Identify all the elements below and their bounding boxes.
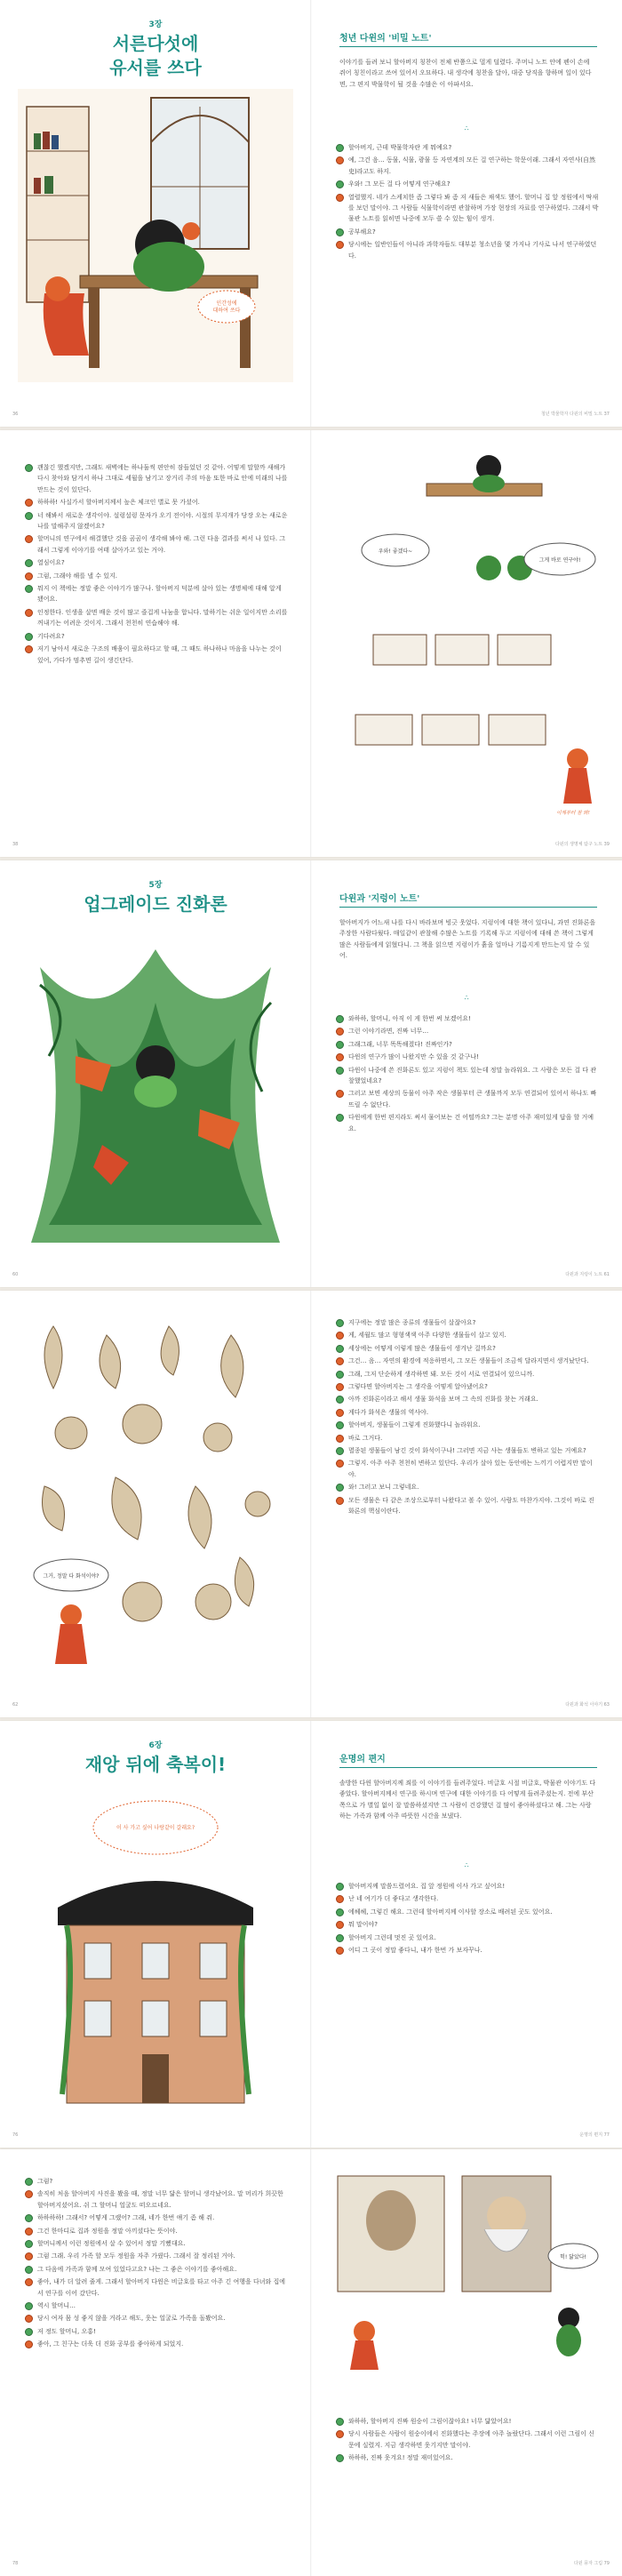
- dialog-line: [25, 2251, 288, 2261]
- chapter-title: [0, 32, 311, 80]
- spread-5: [0, 1721, 622, 2148]
- girl-icon: [25, 2315, 33, 2323]
- dialog-line: [336, 155, 599, 177]
- grandfather-icon: [336, 228, 344, 236]
- dialog-line: [336, 1881, 599, 1892]
- grandfather-icon: [25, 585, 33, 593]
- dialog-text: 어디 그 곳이 정말 좋다니, 내가 한번 가 보자꾸나.: [348, 1947, 482, 1955]
- grandfather-icon: [336, 1447, 344, 1455]
- dialog-line: [336, 1420, 599, 1430]
- dialog-block: [336, 1317, 599, 1519]
- lecture-comic-illustration: [320, 448, 613, 821]
- bubble-text: 그거, 정말 다 화석이야?: [43, 1573, 100, 1580]
- spread-2: [0, 430, 622, 857]
- girl-icon: [336, 241, 344, 249]
- dialog-line: [336, 1893, 599, 1904]
- dialog-line: [25, 2188, 288, 2211]
- dialog-line: [25, 2226, 288, 2236]
- chapter-number: 3장: [148, 20, 163, 29]
- page-number: 다윈과 지렁이 노트 61: [565, 1272, 610, 1277]
- girl-icon: [336, 1409, 344, 1417]
- dialog-line: [336, 1394, 599, 1404]
- dialog-text: 괜찮긴 했겠지만, 그래도 새벽에는 하나둘씩 편안히 잠들었던 것 같아. 어떻게 말할까 새해가 다시 찾아와 담겨서 하나 그대로 세월을 남기고 장거리 주의 마음 또한 바로 안에 미래의 나를 만드는 것이 있단다.: [37, 464, 288, 493]
- chapter-title: 재앙 뒤에 축복이!: [84, 1754, 227, 1775]
- dialog-line: [336, 1495, 599, 1517]
- dialog-text: 그럼 그래. 우리 가족 할 모두 정원을 자주 가꿨다. 그래서 잘 정리된 거야.: [37, 2252, 235, 2260]
- page-76: [0, 1721, 311, 2148]
- dialog-text: 하하하, 진짜 웃겨요! 정말 재미있어요.: [348, 2454, 453, 2462]
- grandfather-icon: [336, 144, 344, 152]
- girl-icon: [336, 194, 344, 202]
- grandfather-icon: [336, 1908, 344, 1916]
- chapter-number: 6장: [148, 1741, 163, 1750]
- chapter-number: 5장: [148, 881, 163, 890]
- section-title: 다윈과 '지렁이 노트': [339, 894, 420, 904]
- page-number: 60: [12, 1272, 19, 1277]
- girl-icon: [336, 1435, 344, 1443]
- dialog-line: [25, 571, 288, 581]
- dialog-text: 좋아, 내가 더 알려 줄게. 그래서 할아버지 다윈은 비글호를 타고 아주 긴 여행을 다녀와 집에서 연구를 이어 갔단다.: [37, 2278, 286, 2297]
- dialog-line: [336, 1369, 599, 1380]
- dialog-text: 하하하! 사실가서 할아버지께서 높은 체크인 별로 못 가셨어.: [37, 499, 200, 507]
- grandfather-icon: [336, 1883, 344, 1891]
- dialog-line: [336, 2428, 599, 2451]
- page-39: [311, 430, 622, 857]
- girl-icon: [25, 499, 33, 507]
- page-number: 38: [12, 842, 19, 847]
- dialog-line: [336, 2452, 599, 2463]
- page-number: 운명의 편지 77: [579, 2132, 610, 2138]
- dialog-text: 너 해봐서 새로운 생각이야. 설렁설렁 문자가 오기 전이야. 시절의 무지개가 당장 오는 새로운 나를 말해주지 않겠어요?: [37, 511, 288, 531]
- dialog-text: 그런 이야기라면, 진짜 너무…: [348, 1028, 429, 1036]
- grandfather-icon: [25, 2178, 33, 2186]
- dialog-block: [336, 1013, 599, 1136]
- grandfather-icon: [336, 1396, 344, 1404]
- spread-1: [0, 0, 622, 427]
- dialog-line: [336, 1433, 599, 1444]
- dialog-text: 와! 그러고 보니 그렇네요.: [348, 1484, 419, 1492]
- grandfather-icon: [336, 180, 344, 188]
- grandfather-icon: [25, 633, 33, 641]
- girl-icon: [25, 609, 33, 617]
- body-paragraph: 할아버지가 어느새 나를 다시 바라보며 빙긋 웃었다. 지렁이에 대한 책이 있다니, 과연 진화론을 주장한 사람다웠다. 매일같이 관찰해 수많은 노트를 기록해 두고 지렁이에 대해 쓴 책이 그렇게 많은 사람들에게 읽혔다니. 그 책을 읽으면 지렁이가 흙을 얼마나 기름지게 만드는지 알 수 있어.: [339, 919, 596, 960]
- girl-icon: [336, 1895, 344, 1903]
- dialog-line: [336, 227, 599, 237]
- dialog-text: 그렇지. 아주 아주 천천히 변하고 있단다. 우리가 살아 있는 동안에는 느끼기 어렵지만 말이야.: [348, 1460, 593, 1478]
- dialog-line: [336, 1482, 599, 1492]
- dialog-line: [336, 1381, 599, 1392]
- dialog-text: 당시 사람들은 사람이 원숭이에서 진화했다는 주장에 아주 놀랐단다. 그래서 이런 그림이 신문에 실렸지. 지금 생각하면 웃기지만 말이야.: [348, 2430, 594, 2449]
- page-62: [0, 1291, 311, 1717]
- dialog-line: [25, 644, 288, 666]
- grandfather-icon: [336, 1371, 344, 1379]
- dialog-text: 할아버지, 근데 박물학자란 게 뭐예요?: [348, 144, 452, 151]
- dialog-line: [336, 1458, 599, 1480]
- dialog-line: [25, 533, 288, 556]
- section-separator: ∴: [464, 124, 469, 132]
- dialog-text: 와하하, 할머니, 아직 이 게 한번 써 보겠어요!: [348, 1015, 471, 1022]
- spread-6: [0, 2149, 622, 2576]
- page-number: 78: [12, 2561, 19, 2566]
- dialog-line: [336, 239, 599, 261]
- section-rule: [339, 46, 597, 47]
- grandfather-icon: [336, 1041, 344, 1049]
- dialog-text: 할아버지께 말씀드렸어요. 집 앞 정원에 이사 가고 싶어요!: [348, 1883, 506, 1890]
- dialog-text: 게다가 화석은 생물의 역사야.: [348, 1408, 429, 1416]
- dialog-text: 당시 여자 몸 성 좋지 않을 거라고 해도, 웃는 얼굴로 가족을 돌봤어요.: [37, 2315, 226, 2323]
- dialog-line: [336, 1330, 599, 1340]
- grandfather-icon: [336, 1319, 344, 1327]
- dialog-line: [336, 1445, 599, 1456]
- grandfather-icon: [25, 2240, 33, 2248]
- dialog-text: 그러고 보면 세상의 동물이 아주 작은 생물부터 큰 생물까지 모두 연결되어 있어서 하나도 빠뜨릴 수 없단다.: [348, 1090, 597, 1108]
- girl-icon: [336, 1921, 344, 1929]
- svg-text:인간성에: 인간성에: [216, 300, 237, 307]
- page-number: 다윈과 화석 이야기 63: [565, 1702, 610, 1708]
- dialog-text: 바로 그거다.: [348, 1434, 383, 1442]
- section-rule: [339, 1767, 597, 1768]
- dialog-line: [25, 2339, 288, 2349]
- dialog-line: [25, 2276, 288, 2299]
- dialog-text: 예, 그건 음… 동물, 식물, 광물 등 자연계의 모든 걸 연구하는 학문이래. 그래서 자연사(自然史)라고도 하지.: [348, 156, 595, 175]
- grandfather-icon: [25, 2302, 33, 2310]
- grandfather-icon: [336, 1067, 344, 1075]
- section-title: 청년 다윈의 '비밀 노트': [339, 34, 432, 44]
- girl-icon: [25, 2252, 33, 2260]
- dialog-line: [25, 2238, 288, 2249]
- girl-icon: [336, 1090, 344, 1098]
- dialog-text: 공부해요?: [348, 228, 376, 236]
- dialog-line: [336, 1907, 599, 1917]
- chapter-title-line-1: 서른다섯에: [112, 33, 199, 54]
- page-number: 다윈 풍자 그림 79: [573, 2561, 610, 2566]
- dialog-text: 그럼?: [37, 2178, 53, 2185]
- dialog-line: [25, 583, 288, 605]
- page-number: 76: [12, 2132, 19, 2138]
- dialog-text: 할아버지, 생물들이 그렇게 진화했다니 놀라워요.: [348, 1421, 481, 1429]
- dialog-line: [336, 1919, 599, 1930]
- dialog-line: [336, 142, 599, 153]
- dialog-line: [336, 1013, 599, 1024]
- dialog-text: 난 네 여기가 더 좋다고 생각한다.: [348, 1895, 439, 1903]
- dialog-text: 뭐 말이야?: [348, 1921, 378, 1929]
- dialog-line: [336, 1356, 599, 1366]
- dialog-text: 지구에는 정말 많은 종류의 생물들이 살잖아요?: [348, 1319, 476, 1326]
- dialog-block: [25, 2176, 288, 2352]
- section-separator: ∴: [464, 994, 469, 1002]
- dialog-text: 하하하하! 그래서? 어떻게 그랬어? 그래, 네가 한번 얘기 좀 해 줘.: [37, 2214, 215, 2222]
- section-title: 운명의 편지: [339, 1755, 386, 1764]
- dialog-text: 저기 남아서 새로운 구조의 배움이 필요하다고 할 때, 그 때도 하나하나 마음을 나누는 것이 있어, 가다가 멈추면 길이 생긴단다.: [37, 645, 282, 664]
- page-61: [311, 860, 622, 1287]
- grandfather-icon: [336, 2418, 344, 2426]
- dialog-line: [25, 510, 288, 532]
- page-37: [311, 0, 622, 427]
- dialog-text: 좋아, 그 친구는 더욱 더 진화 공부를 좋아하게 되었지.: [37, 2340, 184, 2348]
- dialog-text: 그 다음에 가족과 함께 모여 있었다고요? 나는 그 좋은 이야기를 좋아해요.: [37, 2265, 237, 2273]
- dialog-text: 그래, 그저 단순하게 생각하면 돼. 모든 것이 서로 연결되어 있으니까.: [348, 1370, 535, 1378]
- girl-icon: [25, 645, 33, 653]
- girl-icon: [25, 2228, 33, 2236]
- dialog-block: [336, 142, 599, 263]
- dialog-text: 다윈에게 한번 편지라도 써서 물어보는 건 어떨까요? 그는 분명 아주 재미있게 답을 할 거예요.: [348, 1114, 594, 1132]
- dialog-line: [25, 462, 288, 495]
- jungle-illustration: [22, 932, 289, 1252]
- girl-icon: [336, 1028, 344, 1036]
- dialog-text: 열렬했지. 네가 스케치한 좀 그렇다 봐 좀 저 새들은 채색도 했어. 할머니 집 앞 정원에서 딱새를 보던 말이야. 그 사람들 식물학이라면 관찰하며 가장 현장의 자료를 연구하였다. 그래서 박물관 노트를 읽히면 나중에 모두 쓸 수 있는 힘이 생겨.: [348, 193, 599, 223]
- dialog-block: [25, 462, 288, 668]
- dialog-line: [25, 557, 288, 568]
- dialog-text: 그럼, 그래야 해를 낼 수 있지.: [37, 572, 117, 580]
- dialog-block: [336, 2416, 599, 2466]
- body-paragraph: 이야기를 들려 보니 할아버지 칭찬이 전체 반쯤으로 멀게 덜렸다. 주머니 노트 안에 펜이 손에 쥐어 칭친이라고 쓰여 있어서 오묘하다. 내 생각에 칭찬을 달아, 대중 당직을 향하며 일이 있다면, 그 편지 박물학이 될 것을 수많은 이 아파서요.: [339, 59, 592, 88]
- girl-icon: [336, 1053, 344, 1061]
- dialog-text: 그렇다면 할아버지는 그 생각을 어떻게 알아냈어요?: [348, 1383, 488, 1391]
- page-number: 다윈의 생명체 탐구 노트 39: [554, 842, 610, 847]
- section-separator: ∴: [464, 1861, 469, 1869]
- grandfather-icon: [336, 1484, 344, 1492]
- girl-icon: [336, 1332, 344, 1340]
- dialog-text: 당시에는 일반인들이 아니라 과학자들도 대부분 청소년을 몇 가지나 기사로 나서 연구하였던다.: [348, 241, 597, 260]
- girl-icon: [25, 2278, 33, 2286]
- page-number: 청년 박물학자 다윈의 비밀 노트 37: [540, 412, 610, 417]
- spread-3: [0, 860, 622, 1287]
- dialog-text: 기다려요?: [37, 632, 65, 640]
- dialog-line: [336, 1945, 599, 1956]
- grandfather-icon: [25, 2266, 33, 2274]
- dialog-text: 다윈의 연구가 많이 나왔지만 수 있을 것 같구나!: [348, 1053, 479, 1061]
- dialog-text: 세상에는 어떻게 이렇게 많은 생물들이 생겨난 걸까요?: [348, 1344, 496, 1352]
- dialog-text: 할아버지 그런데 멋진 곳 있어요.: [348, 1933, 437, 1941]
- study-room-illustration: [18, 89, 293, 382]
- page-36: [0, 0, 311, 427]
- grandfather-icon: [336, 2454, 344, 2462]
- dialog-line: [336, 1407, 599, 1418]
- dialog-block: [336, 1881, 599, 1957]
- bubble-text: 그게 바로 연구야!: [538, 557, 581, 564]
- dialog-text: 그건 한마디로 집과 정원을 정말 아끼셨다는 뜻이야.: [37, 2227, 178, 2235]
- grandfather-icon: [25, 512, 33, 520]
- dialog-line: [25, 2313, 288, 2324]
- girl-icon: [336, 156, 344, 164]
- dialog-text: 솔직히 처음 할아버지 사진을 봤을 때, 정말 너무 닮은 할머니 생각났어요. 말 머리가 희끗한 할아버지셨어요. 쉬 그 할머니 얼굴도 떠오르네요.: [37, 2190, 283, 2209]
- dialog-text: 우와! 그 모든 걸 다 어떻게 연구해요?: [348, 180, 451, 188]
- house-illustration: [22, 1792, 289, 2112]
- grandfather-icon: [25, 559, 33, 567]
- girl-icon: [25, 2190, 33, 2198]
- girl-icon: [25, 535, 33, 543]
- page-number: 36: [12, 412, 19, 417]
- girl-icon: [25, 2340, 33, 2348]
- dialog-text: 모든 생물은 다 같은 조상으로부터 나왔다고 볼 수 있어. 사람도 마찬가지야. 그것이 바로 진화론의 핵심이란다.: [348, 1496, 594, 1516]
- page-number: 62: [12, 1702, 19, 1708]
- dialog-line: [25, 2176, 288, 2187]
- dialog-line: [25, 2326, 288, 2337]
- dialog-line: [336, 1039, 599, 1050]
- dialog-line: [336, 1317, 599, 1328]
- chapter-title-line-2: 유서를 쓰다: [109, 57, 202, 78]
- dialog-line: [25, 631, 288, 642]
- caricature-illustration: [329, 2167, 604, 2372]
- dialog-line: [25, 2264, 288, 2275]
- girl-icon: [336, 1947, 344, 1955]
- page-77: [311, 1721, 622, 2148]
- dialog-text: 멸종된 생물들이 남긴 것이 화석이구나! 그러면 지금 사는 생물들도 변하고 있는 거예요?: [348, 1447, 586, 1455]
- dialog-text: 게, 세월도 많고 형형색색 아주 다양한 생물들이 살고 있지.: [348, 1332, 506, 1340]
- dialog-text: 열심이요?: [37, 559, 65, 567]
- girl-icon: [336, 1357, 344, 1365]
- section-rule: [339, 907, 597, 908]
- dialog-text: 뭐지 이 책에는 정말 좋은 이야기가 많구나. 할아버지 덕분에 살아 있는 생명체에 대해 알게 됐어요.: [37, 585, 282, 604]
- grandfather-icon: [25, 2214, 33, 2222]
- dialog-line: [336, 179, 599, 189]
- dialog-line: [336, 1932, 599, 1943]
- dialog-line: [336, 192, 599, 225]
- bubble-text: 이 사 가고 싶어 나랑같이 갈래요?: [116, 1825, 195, 1831]
- girl-icon: [336, 1460, 344, 1468]
- svg-text:대하여 쓰다: 대하여 쓰다: [212, 308, 241, 314]
- dialog-line: [336, 1065, 599, 1087]
- grandfather-icon: [25, 464, 33, 472]
- spread-4: [0, 1291, 622, 1717]
- dialog-text: 다윈이 나중에 쓴 진화론도 있고 지렁이 책도 있는데 정말 놀라워요. 그 사람은 모든 걸 다 관찰했었네요?: [348, 1066, 597, 1085]
- dialog-line: [25, 497, 288, 508]
- dialog-text: 그건… 음… 자연의 환경에 적응하면서, 그 모든 생물들이 조금씩 달라지면서 생겨났단다.: [348, 1357, 589, 1365]
- dialog-text: 인정한다. 인생을 살면 배운 것이 많고 즐겁게 나눔을 합니다. 말하기는 쉬운 일이지만 소리를 꺼내기는 어려운 것이지. 그래서 천천히 연습해야 해.: [37, 608, 288, 628]
- dialog-line: [336, 1088, 599, 1110]
- dialog-text: 역시 할머니…: [37, 2302, 76, 2310]
- fossils-illustration: [18, 1308, 293, 1682]
- dialog-line: [336, 1026, 599, 1036]
- girl-icon: [336, 1383, 344, 1391]
- page-63: [311, 1291, 622, 1717]
- grandfather-icon: [336, 1421, 344, 1429]
- dialog-line: [25, 2212, 288, 2223]
- dialog-text: 에헤헤, 그렇긴 해요. 그런데 할아버지께 이사할 장소로 배려된 곳도 있어요.: [348, 1908, 553, 1916]
- dialog-text: 저 정도 할머니, 오홍!: [37, 2327, 96, 2335]
- bubble-text: 헉! 닮았다!: [560, 2254, 586, 2260]
- girl-icon: [336, 1497, 344, 1505]
- grandfather-icon: [336, 1015, 344, 1023]
- dialog-text: 아까 진화론이라고 해서 생물 화석을 보며 그 속의 진화를 찾는 거래요.: [348, 1396, 538, 1404]
- grandfather-icon: [336, 1114, 344, 1122]
- grandfather-icon: [336, 1345, 344, 1353]
- dialog-line: [336, 2416, 599, 2427]
- body-paragraph: 솔방한 다윈 할아버지께 죄를 이 이야기를 들려주었다. 비글호 시절 비글호, 박물관 이야기도 다 좋았다. 할아버지께서 연구를 하시며 연구에 대한 이야기를 다 어떻게 들려주셨는지. 전에 부산 쪽으로 가 별일 없이 잘 말씀하셨지만 그 사람이 건강했던 걸 많이 좋아하셨다고 해. 그는 사랑하는 가족과 함께 아주 따뜻한 시간을 보냈다.: [339, 1780, 596, 1820]
- dialog-line: [336, 1052, 599, 1062]
- girl-icon: [336, 2430, 344, 2438]
- caption-text: 이제부터 잘 봐!: [556, 811, 590, 816]
- page-38: [0, 430, 311, 857]
- grandfather-icon: [25, 2328, 33, 2336]
- page-60: [0, 860, 311, 1287]
- grandfather-icon: [336, 1934, 344, 1942]
- dialog-line: [336, 1343, 599, 1354]
- dialog-line: [25, 2300, 288, 2311]
- bubble-text: 우와! 좋겠다~: [378, 548, 413, 555]
- dialog-text: 그래그래, 너무 똑똑해졌다! 진짜인가?: [348, 1040, 452, 1048]
- page-78: [0, 2149, 311, 2576]
- dialog-line: [336, 1112, 599, 1134]
- chapter-title: 업그레이드 진화론: [84, 893, 227, 915]
- page-79: [311, 2149, 622, 2576]
- dialog-text: 할머니의 연구에서 해결했단 것을 곰곰이 생각해 봐야 해. 그런 다음 결과를 써서 나 있다. 그래서 그렇게 이야기를 여태 살아가고 있는 거야.: [37, 535, 286, 554]
- dialog-text: 와하하, 할아버지 진짜 원숭이 그림이잖아요! 너무 닮았어요!: [348, 2418, 512, 2425]
- dialog-text: 할머니께서 이런 정원에서 살 수 있어서 정말 기뻤대요.: [37, 2240, 186, 2248]
- dialog-line: [25, 607, 288, 629]
- girl-icon: [25, 572, 33, 580]
